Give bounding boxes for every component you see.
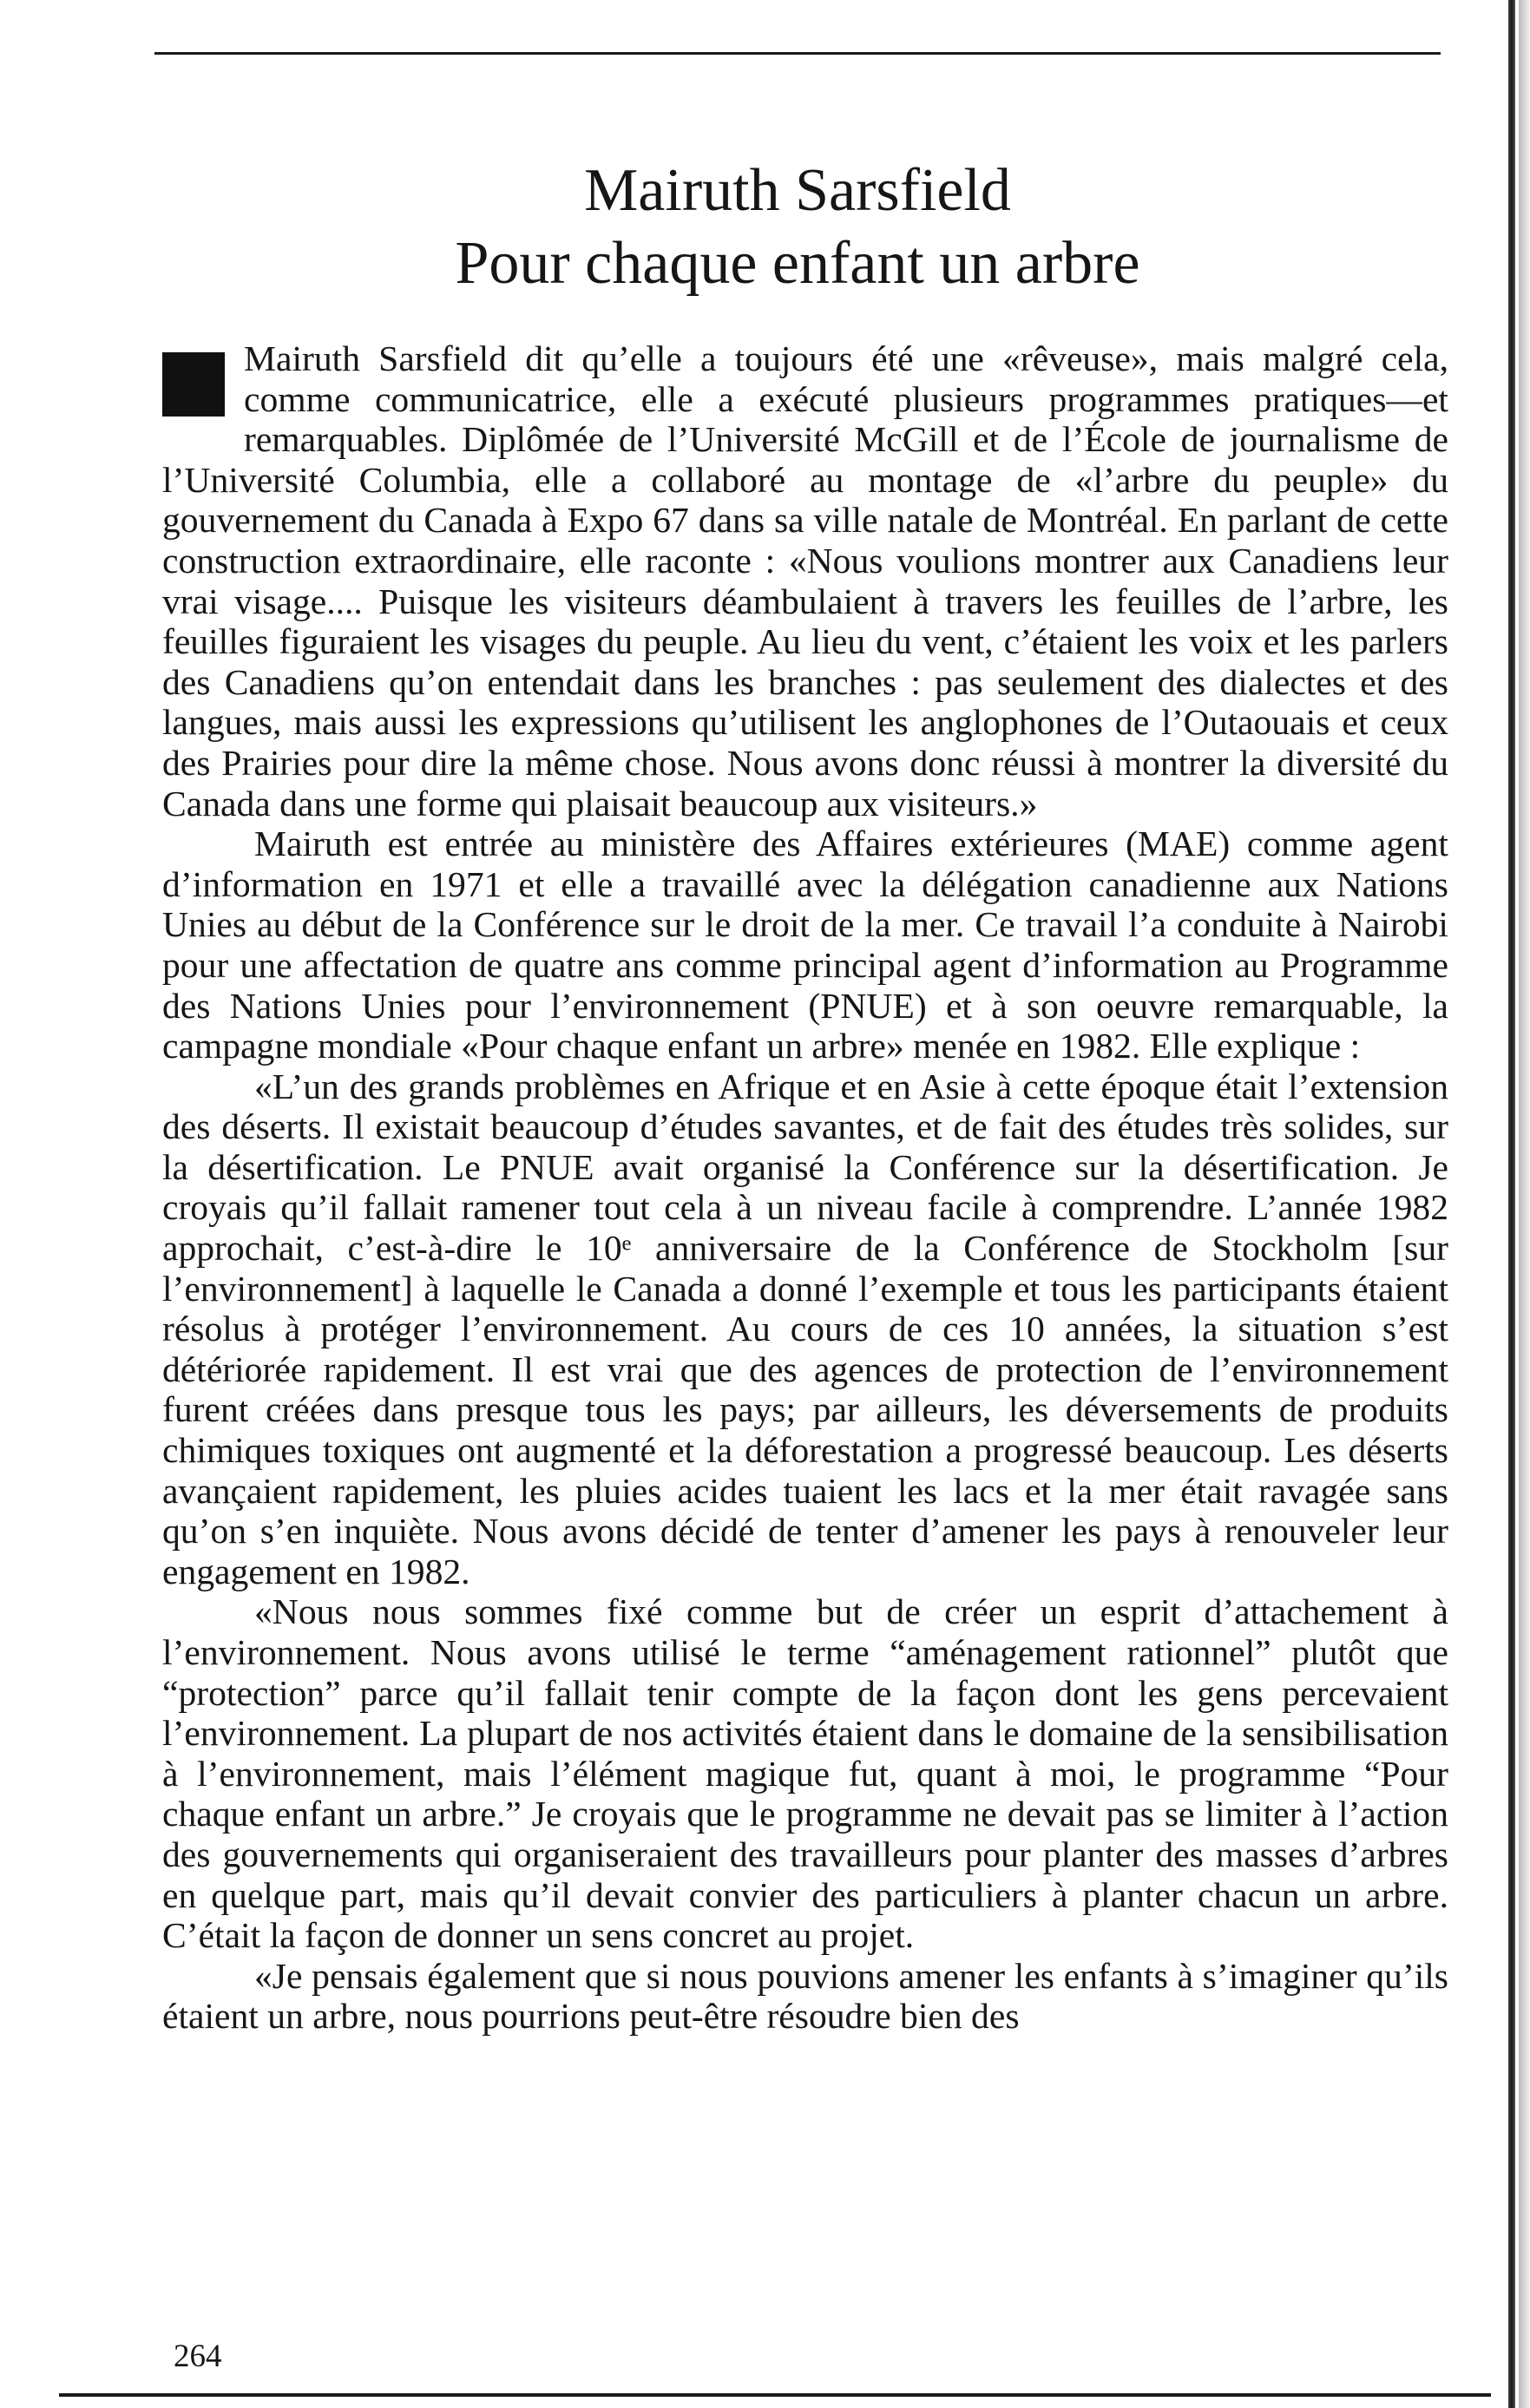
paragraph-1	[162, 338, 1448, 823]
top-rule	[154, 52, 1441, 55]
page-number: 264	[174, 2339, 222, 2374]
paragraph-4: «Nous nous sommes fixé comme but de créer un esprit d’attachement à l’environnement. Nous avons utilisé le terme “aménagement rationnel” plutôt que “protection” parce qu’il fallait tenir compte de la façon dont les gens percevaient l’environnement. La plupart de nos activités étaient dans le domaine de la sensibilisation à l’environnement, mais l’élément magique fut, quant à moi, le programme “Pour chaque enfant un arbre.” Je croyais que le programme ne devait pas se limiter à l’action des gouvernements qui organiseraient des travailleurs pour planter des masses d’arbres en quelque part, mais qu’il devait convier des particuliers à planter chacun un arbre. C’était la façon de donner un sens concret au projet.	[162, 1591, 1448, 1956]
paragraph-1-text: Mairuth Sarsfield dit qu’elle a toujours été une «rêveuse», mais malgré cela, comme communicatrice, elle a exécuté plusieurs programmes pratiques—et remarquables. Diplômée de l’Université McGill et de l’École de journalisme de l’Université Columbia, elle a collaboré au montage de «l’arbre du peuple» du gouvernement du Canada à Expo 67 dans sa ville natale de Montréal. En parlant de cette construction extraordinaire, elle raconte : «Nous voulions montrer aux Canadiens leur vrai visage.... Puisque les visiteurs déambulaient à travers les feuilles de l’arbre, les feuilles figuraient les visages du peuple. Au lieu du vent, c’étaient les voix et les parlers des Canadiens qu’on entendait dans les branches : pas seulement des dialectes et des langues, mais aussi les expressions qu’utilisent les anglophones de l’Outaouais et ceux des Prairies pour dire la même chose. Nous avons donc réussi à montrer la diversité du Canada dans une forme qui plaisait beaucoup aux visiteurs.»	[162, 338, 1448, 823]
paragraph-5: «Je pensais également que si nous pouvions amener les enfants à s’imaginer qu’ils étaient un arbre, nous pourrions peut-être résoudre bien des	[162, 1955, 1448, 2037]
page-edge-highlight	[1519, 0, 1530, 2408]
page-edge-shadow	[1508, 0, 1515, 2408]
paragraph-2: Mairuth est entrée au ministère des Affaires extérieures (MAE) comme agent d’information en 1971 et elle a travaillé avec la délégation canadienne aux Nations Unies au début de la Conférence sur le droit de la mer. Ce travail l’a conduite à Nairobi pour une affectation de quatre ans comme principal agent d’information au Programme des Nations Unies pour l’environnement (PNUE) et à son oeuvre remarquable, la campagne mondiale «Pour chaque enfant un arbre» menée en 1982. Elle explique :	[162, 823, 1448, 1066]
article-title: Mairuth Sarsfield	[584, 157, 1011, 224]
article-subtitle: Pour chaque enfant un arbre	[455, 230, 1140, 297]
article-body	[162, 338, 1448, 2037]
paragraph-3: «L’un des grands problèmes en Afrique et en Asie à cette époque était l’extension des déserts. Il existait beaucoup d’études savantes, et de fait des études très solides, sur la désertification. Le PNUE avait organisé la Conférence sur la désertification. Je croyais qu’il fallait ramener tout cela à un niveau facile à comprendre. L’année 1982 approchait, c’est-à-dire le 10ᵉ anniversaire de la Conférence de Stockholm [sur l’environnement] à laquelle le Canada a donné l’exemple et tous les participants étaient résolus à protéger l’environnement. Au cours de ces 10 années, la situation s’est détériorée rapidement. Il est vrai que des agences de protection de l’environnement furent créées dans presque tous les pays; par ailleurs, les déversements de produits chimiques toxiques ont augmenté et la déforestation a progressé beaucoup. Les déserts avançaient rapidement, les pluies acides tuaient les lacs et la mer était ravagée sans qu’on s’en inquiète. Nous avons décidé de tenter d’amener les pays à renouveler leur engagement en 1982.	[162, 1066, 1448, 1591]
drop-cap-block	[162, 352, 225, 417]
title-block	[154, 154, 1441, 300]
bottom-rule	[59, 2393, 1491, 2397]
